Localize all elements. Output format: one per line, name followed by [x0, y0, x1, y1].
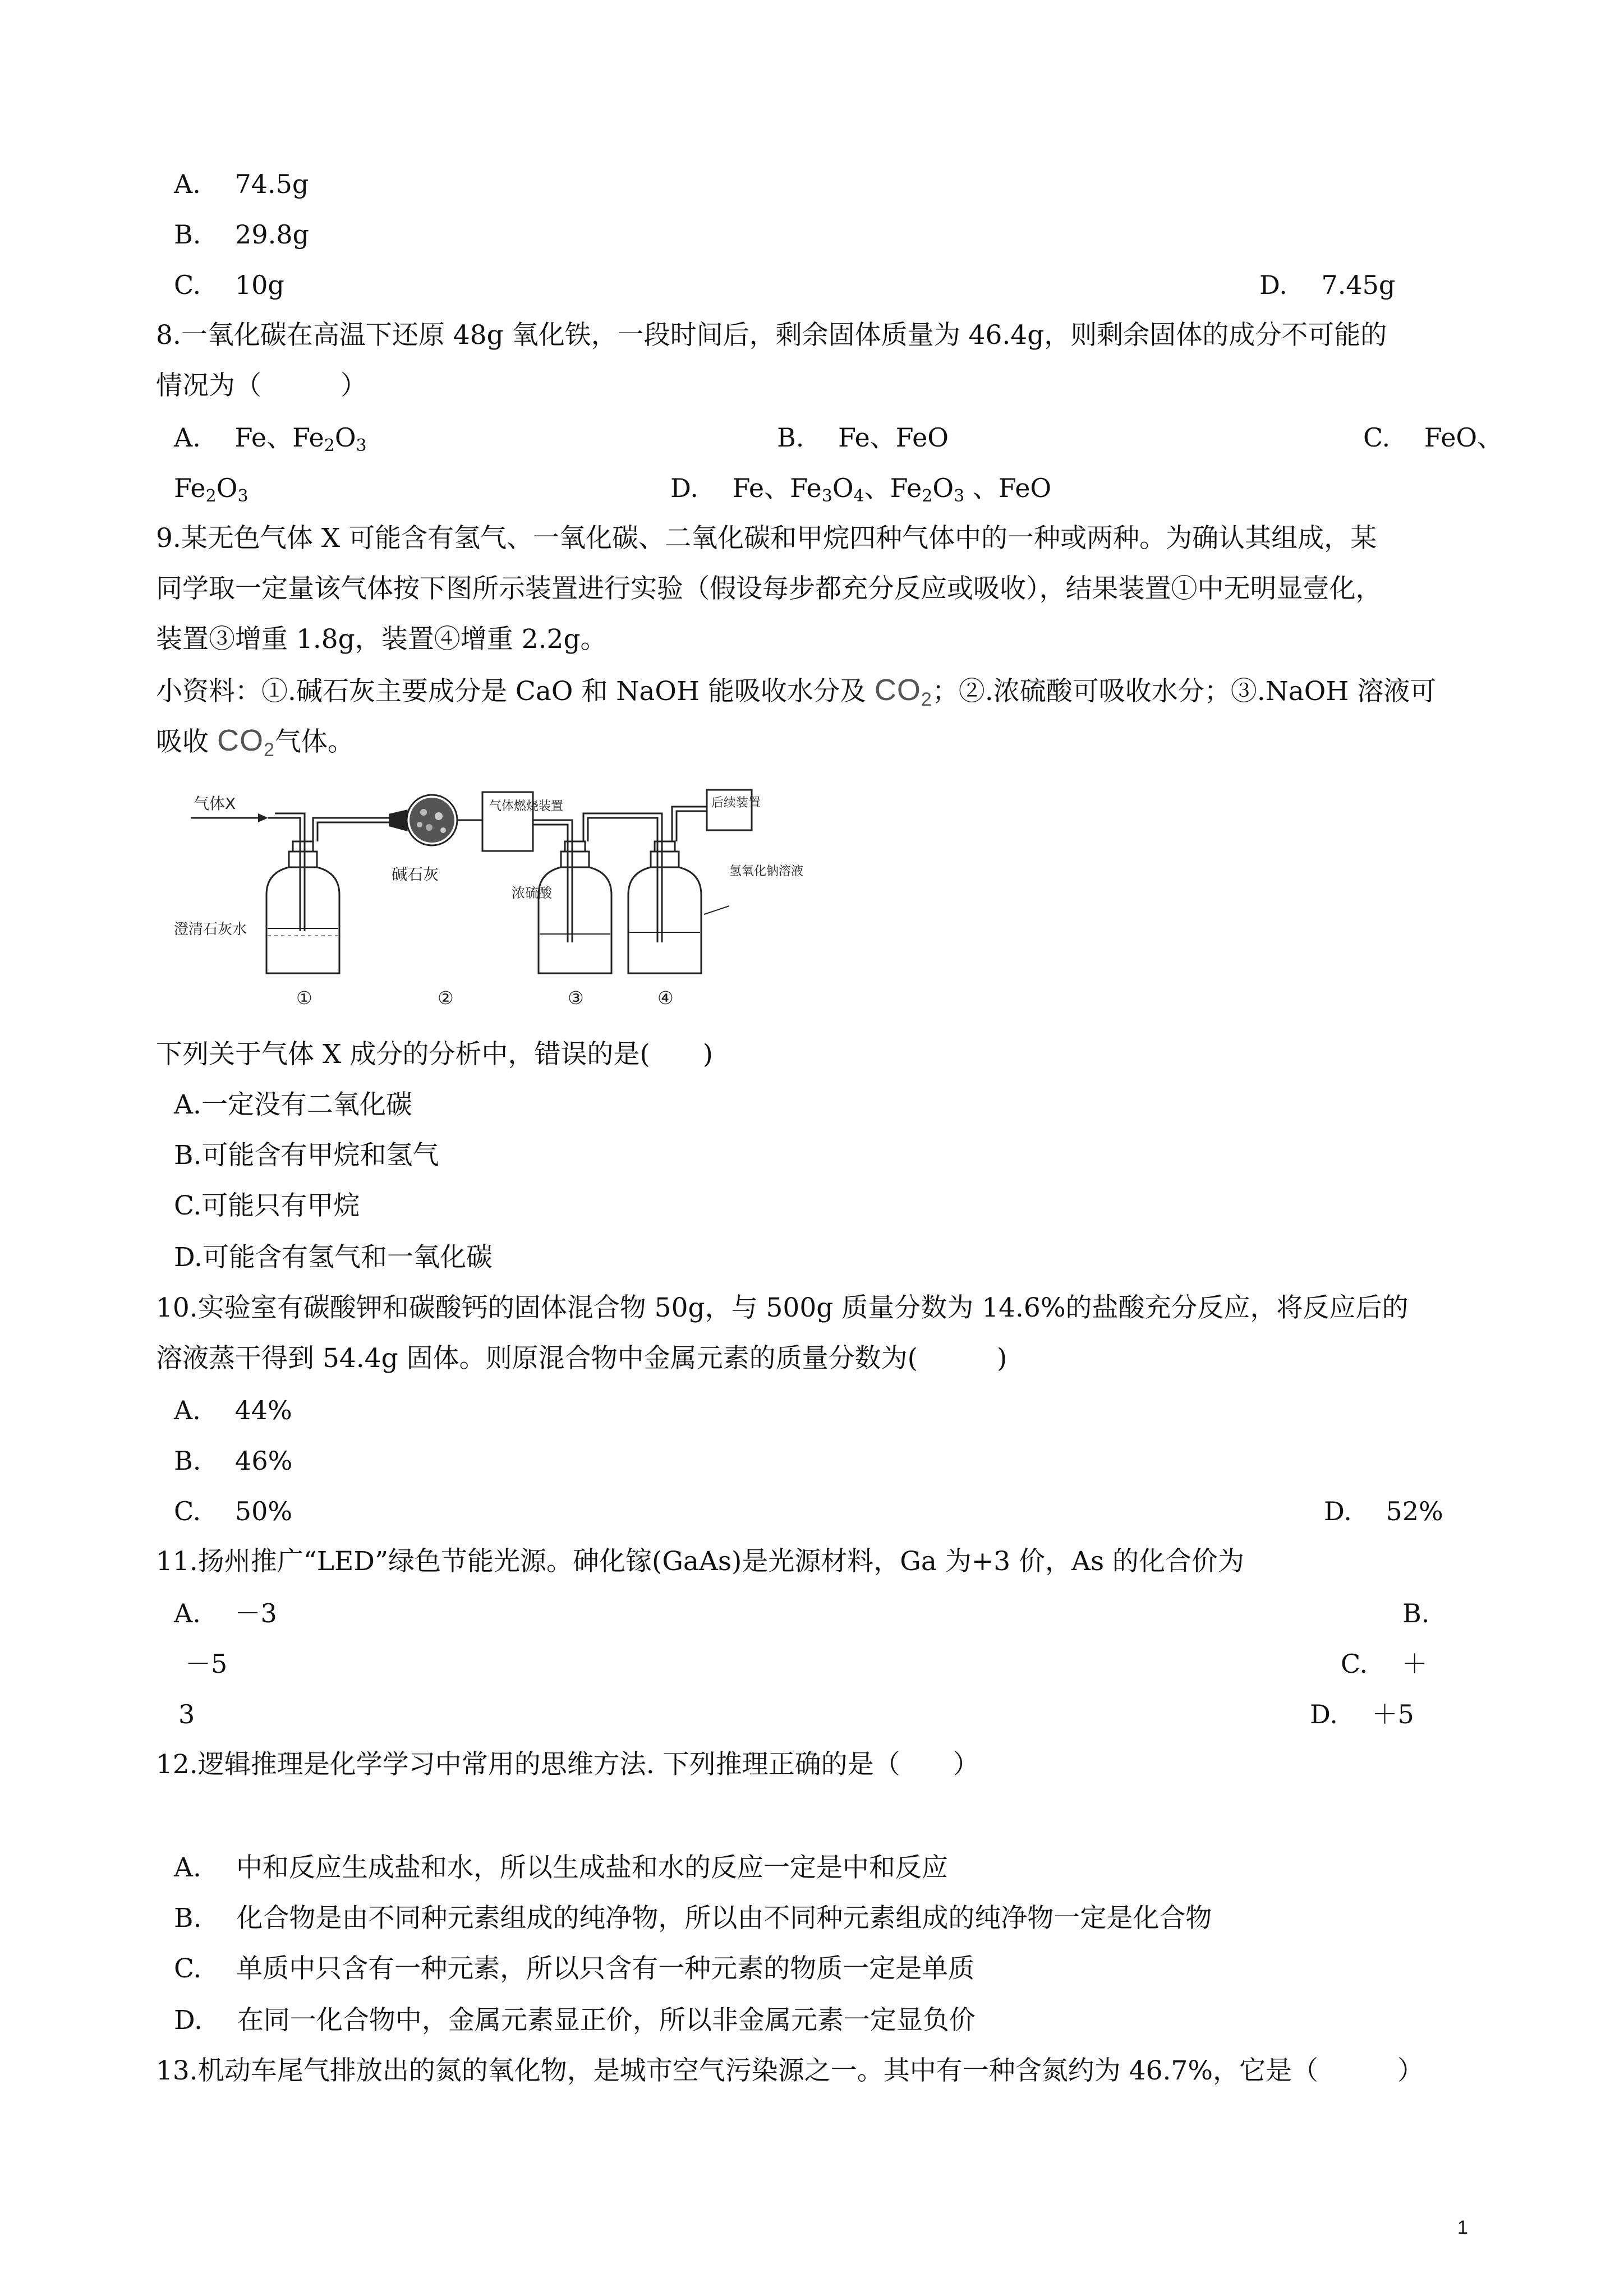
- q11-option-b-continued: －5: [185, 1649, 228, 1679]
- number-1: ①: [296, 987, 312, 1009]
- q8-stem-line2: 情况为（ ）: [156, 370, 367, 401]
- gas-x-label: 气体X: [194, 794, 236, 813]
- q7-option-a: A. 74.5g: [174, 169, 309, 199]
- q10-option-b: B. 46%: [174, 1446, 293, 1476]
- co2-formula: $CO_2$: [217, 724, 275, 761]
- soda-lime-label: 碱石灰: [392, 865, 439, 884]
- q12-option-b: B. 化合物是由不同种元素组成的纯净物，所以由不同种元素组成的纯净物一定是化合物: [174, 1903, 1212, 1934]
- bottle-3: [539, 841, 611, 973]
- page-number: 1: [1457, 2217, 1468, 2238]
- pipe-inlet: [268, 818, 300, 931]
- q9-stem-line3: 装置③增重 1.8g，装置④增重 2.2g。: [156, 624, 607, 655]
- q10-option-a: A. 44%: [174, 1395, 292, 1425]
- q13-stem: 13.机动车尾气排放出的氮的氧化物，是城市空气污染源之一。其中有一种含氮约为 46.7%，它是（ ）: [156, 2055, 1424, 2086]
- conc-acid-label: 浓硫酸: [512, 885, 552, 901]
- q12-option-d: D. 在同一化合物中，金属元素显正价，所以非金属元素一定显负价: [174, 2005, 976, 2036]
- q8-option-d: D. Fe、$Fe_3O_4$、$Fe_2O_3$ 、FeO: [670, 473, 1052, 506]
- number-2: ②: [438, 987, 454, 1009]
- follow-up-device-label: 后续装置: [711, 796, 761, 810]
- q8-option-c-continued: $Fe_2O_3$: [174, 473, 249, 506]
- number-3: ③: [568, 987, 584, 1009]
- bottle-1: [266, 841, 339, 973]
- q10-stem-line2: 溶液蒸干得到 54.4g 固体。则原混合物中金属元素的质量分数为( ): [156, 1343, 1007, 1374]
- q9-option-c: C.可能只有甲烷: [174, 1190, 360, 1221]
- q11-option-a: A. －3: [174, 1598, 277, 1628]
- q7-option-c: C. 10g: [174, 270, 284, 300]
- q10-stem-line1: 10.实验室有碳酸钾和碳酸钙的固体混合物 50g，与 500g 质量分数为 14.6%的盐酸充分反应，将反应后的: [156, 1292, 1409, 1323]
- q11-option-c: C. ＋: [1341, 1649, 1428, 1679]
- q11-option-c-continued: 3: [178, 1699, 195, 1729]
- q11-option-b: B.: [1402, 1598, 1430, 1628]
- number-4: ④: [657, 987, 674, 1009]
- soda-lime-tube: [390, 795, 482, 845]
- q7-option-d: D. 7.45g: [1259, 270, 1396, 300]
- q9-info-line1: 小资料：①.碱石灰主要成分是 CaO 和 NaOH 能吸收水分及 $CO_2$；②.浓硫酸可吸收水分；③.NaOH 溶液可: [156, 673, 1437, 710]
- q11-stem: 11.扬州推广“LED”绿色节能光源。砷化镓(GaAs)是光源材料，Ga 为+3 价，As 的化合价为: [156, 1546, 1245, 1577]
- pipe-3-4: [583, 813, 662, 942]
- q8-option-c: C. FeO、: [1363, 422, 1503, 453]
- limewater-label: 澄清石灰水: [174, 921, 247, 938]
- q9-stem-line2: 同学取一定量该气体按下图所示装置进行实验（假设每步都充分反应或吸收），结果装置①中无明显壹化，: [156, 573, 1382, 604]
- apparatus-diagram: [168, 785, 804, 1010]
- q12-option-c: C. 单质中只含有一种元素，所以只含有一种元素的物质一定是单质: [174, 1953, 975, 1984]
- q9-question: 下列关于气体 X 成分的分析中，错误的是( ): [156, 1039, 714, 1070]
- combustion-device-label: 气体燃烧装置: [489, 799, 564, 813]
- q9-option-d: D.可能含有氢气和一氧化碳: [174, 1242, 493, 1273]
- q10-option-c: C. 50%: [174, 1496, 293, 1526]
- q11-option-d: D. ＋5: [1310, 1699, 1414, 1729]
- q8-option-a: A. Fe、$Fe_2O_3$: [174, 422, 367, 455]
- q10-option-d: D. 52%: [1324, 1496, 1443, 1526]
- bottle-4: [628, 841, 701, 973]
- co2-formula: $CO_2$: [874, 673, 932, 710]
- arrow-head: [258, 813, 268, 822]
- q12-option-a: A. 中和反应生成盐和水，所以生成盐和水的反应一定是中和反应: [174, 1852, 948, 1883]
- q9-info-line2: 吸收 $CO_2$气体。: [156, 724, 354, 761]
- pipe-1-2: [313, 818, 390, 841]
- q8-stem-line1: 8.一氧化碳在高温下还原 48g 氧化铁，一段时间后，剩余固体质量为 46.4g，则剩余固体的成分不可能的: [156, 320, 1387, 351]
- q7-option-b: B. 29.8g: [174, 219, 309, 250]
- q9-option-a: A.一定没有二氧化碳: [174, 1089, 412, 1120]
- q12-stem: 12.逻辑推理是化学学习中常用的思维方法. 下列推理正确的是（ ）: [156, 1749, 979, 1780]
- q9-stem-line1: 9.某无色气体 X 可能含有氢气、一氧化碳、二氧化碳和甲烷四种气体中的一种或两种。为确认其组成，某: [156, 523, 1377, 554]
- q9-option-b: B.可能含有甲烷和氢气: [174, 1140, 439, 1171]
- q8-option-b: B. Fe、FeO: [777, 422, 949, 453]
- naoh-solution-label: 氢氧化钠溶液: [729, 864, 804, 878]
